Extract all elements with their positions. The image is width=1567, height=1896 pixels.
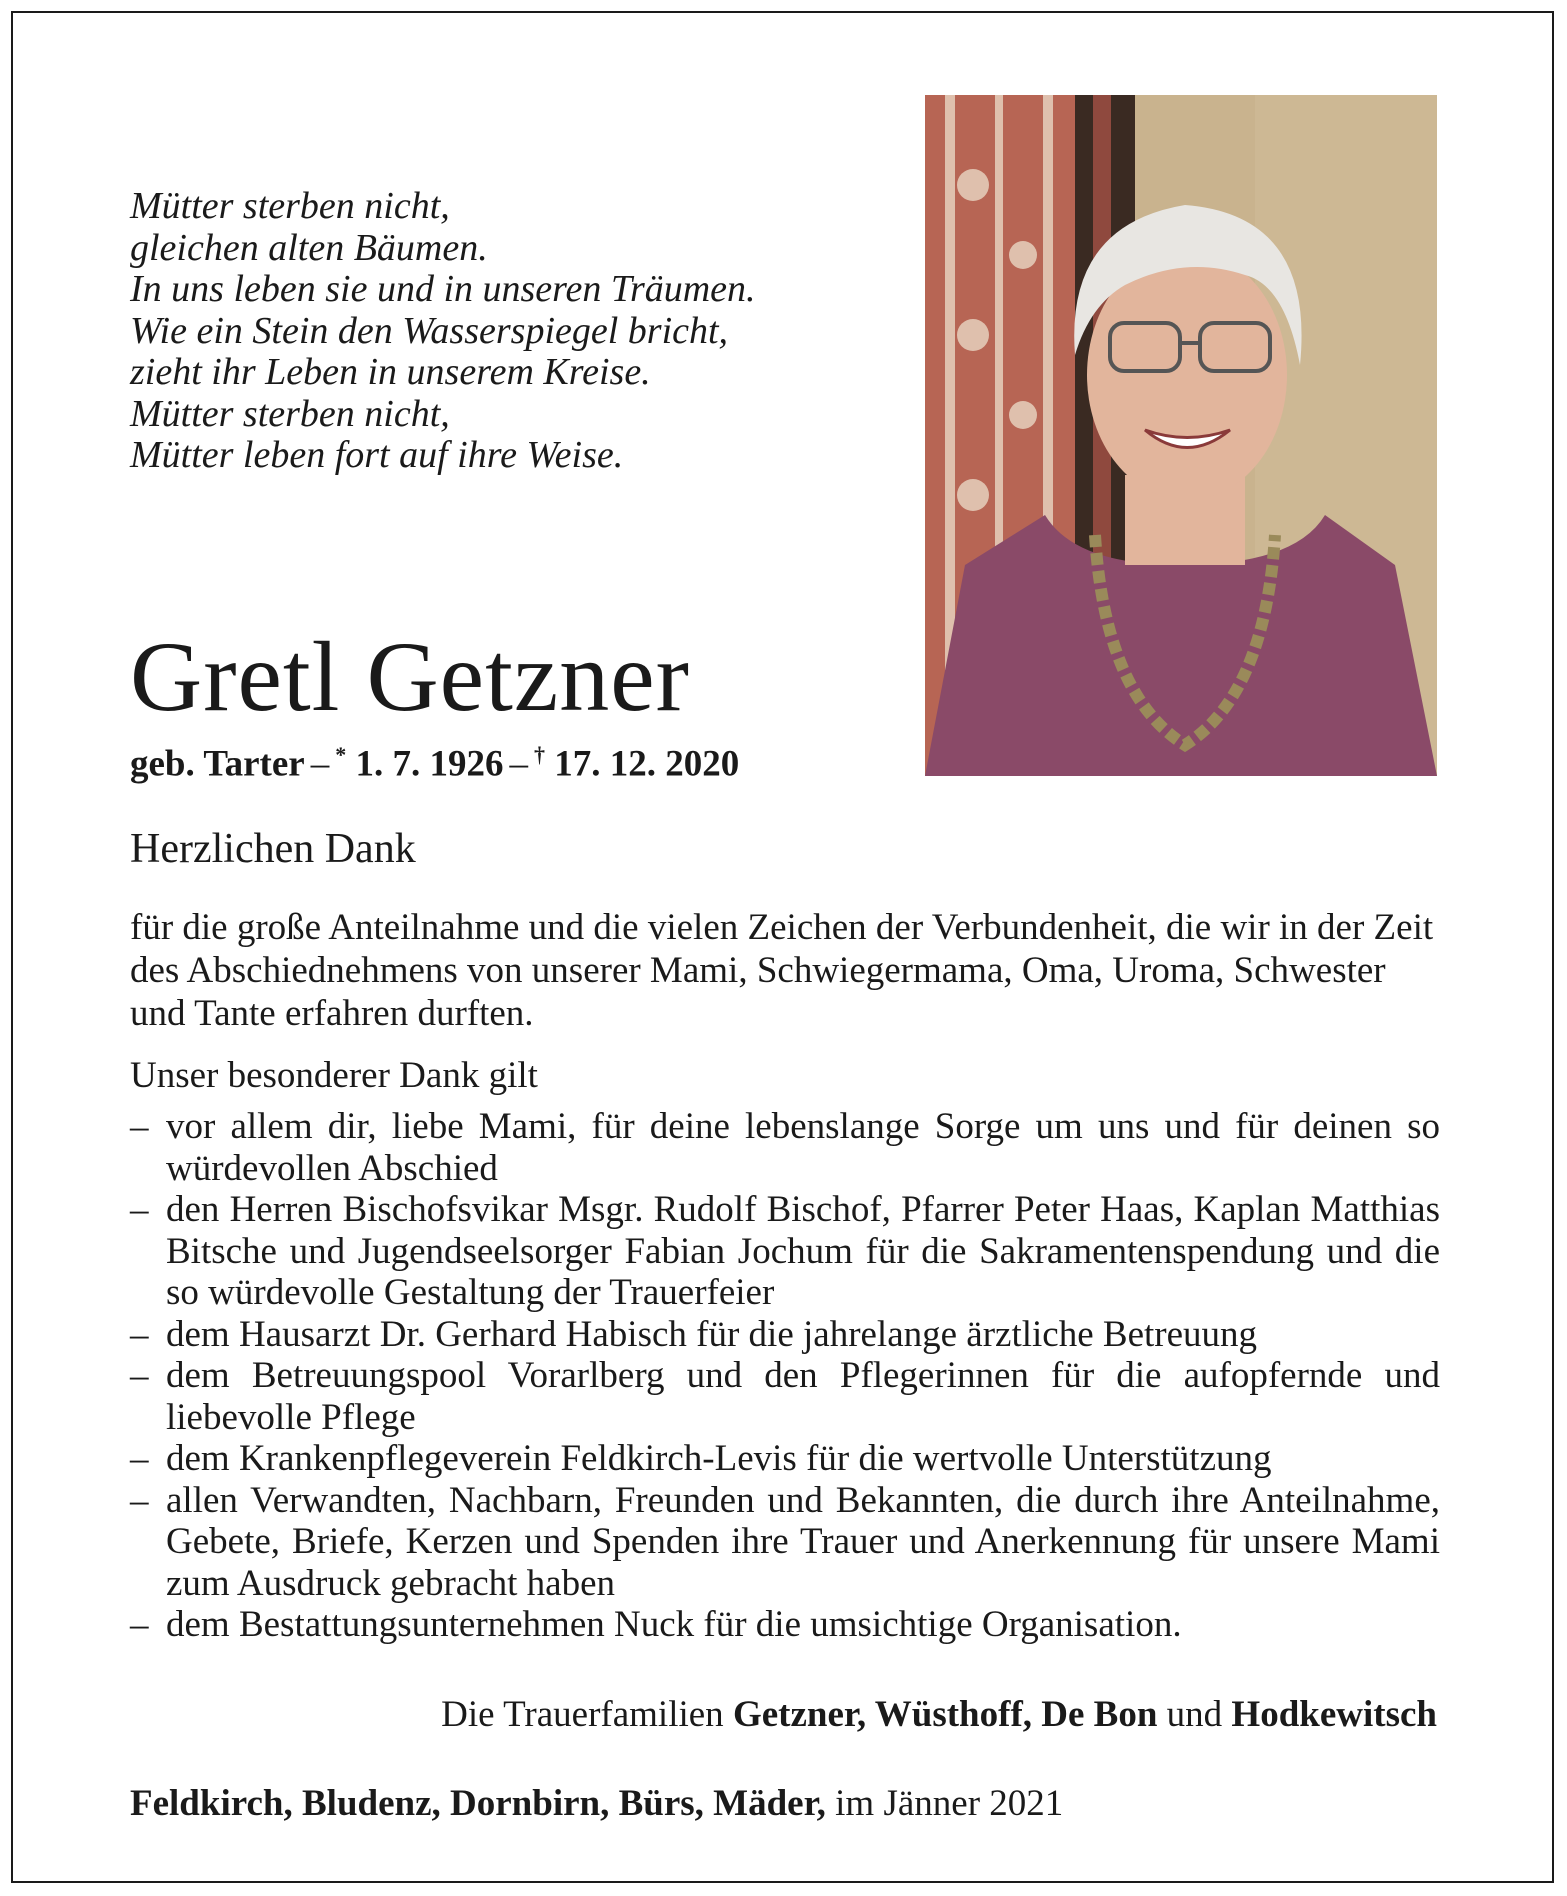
date-separator: –	[509, 743, 528, 785]
notice-date: im Jänner 2021	[835, 1783, 1064, 1824]
poem-line: In uns leben sie und in unseren Träumen.	[130, 268, 756, 310]
list-dash: –	[130, 1604, 149, 1645]
poem-line: zieht ihr Leben in unserem Kreise.	[130, 351, 651, 393]
list-item	[130, 1355, 1440, 1438]
list-dash: –	[130, 1438, 149, 1479]
list-dash: –	[130, 1313, 149, 1355]
list-item-text: dem Hausarzt Dr. Gerhard Habisch für die jahrelange ärztliche Betreuung	[166, 1313, 1258, 1355]
poem-line: Mütter sterben nicht,	[130, 392, 450, 435]
poem-line: Wie ein Stein den Wasserspiegel bricht,	[130, 309, 729, 352]
list-item	[130, 1314, 1440, 1356]
death-date: 17. 12. 2020	[554, 743, 740, 785]
mourning-families	[441, 1693, 1437, 1736]
towns: Feldkirch, Bludenz, Dornbirn, Bürs, Mäder,	[130, 1783, 826, 1824]
list-item-text: dem Betreuungspool Vorarlberg und den Pflegerinnen für die aufopfernde und liebevolle Pflege	[166, 1355, 1440, 1438]
life-dates	[130, 742, 739, 785]
list-item-text: den Herren Bischofsvikar Msgr. Rudolf Bischof, Pfarrer Peter Haas, Kaplan Matthias Bitsche und Jugendseelsorger Fabian Jochum für die Sakramentenspendung und die so würdevolle Gestaltung der Trauerfeier	[166, 1189, 1440, 1313]
families-prefix: Die Trauerfamilien	[441, 1694, 724, 1735]
death-symbol: †	[533, 742, 545, 767]
list-dash: –	[130, 1355, 149, 1396]
list-item	[130, 1604, 1440, 1646]
birth-date: 1. 7. 1926	[355, 743, 504, 785]
list-dash: –	[130, 1189, 149, 1230]
list-item	[130, 1106, 1440, 1189]
list-item-text: allen Verwandten, Nachbarn, Freunden und Bekannten, die durch ihre Anteilnahme, Gebete, Briefe, Kerzen und Spenden ihre Trauer und Anerkennung für unsere Mami zum Ausdruck gebracht haben	[166, 1479, 1440, 1604]
list-dash: –	[130, 1106, 149, 1147]
deceased-name: Gretl Getzner	[130, 621, 690, 732]
birth-name: geb. Tarter	[130, 743, 305, 785]
poem	[130, 186, 756, 477]
poem-line: gleichen alten Bäumen.	[130, 226, 488, 269]
poem-line: Mütter sterben nicht,	[130, 185, 450, 227]
poem-line: Mütter leben fort auf ihre Weise.	[130, 434, 624, 476]
list-item	[130, 1189, 1440, 1314]
thanks-heading: Herzlichen Dank	[130, 826, 416, 872]
list-item-text: dem Krankenpflegeverein Feldkirch-Levis für die wertvolle Unterstützung	[166, 1438, 1272, 1479]
place-date-line	[130, 1782, 1063, 1825]
portrait-illustration	[925, 95, 1437, 776]
special-thanks-heading: Unser besonderer Dank gilt	[130, 1055, 538, 1096]
list-item	[130, 1480, 1440, 1605]
list-item	[130, 1438, 1440, 1480]
portrait-photo	[925, 95, 1437, 776]
intro-paragraph: für die große Anteilnahme und die vielen Zeichen der Verbundenheit, die wir in der Zeit des Abschiednehmens von unserer Mami, Schwiegermama, Oma, Uroma, Schwester und Tante erfahren durften.	[130, 907, 1434, 1034]
thanks-list	[130, 1106, 1440, 1646]
list-dash: –	[130, 1479, 149, 1521]
list-item-text: dem Bestattungsunternehmen Nuck für die umsichtige Organisation.	[166, 1604, 1182, 1645]
birth-symbol: *	[335, 742, 347, 767]
families-connector: und	[1166, 1694, 1223, 1735]
list-item-text: vor allem dir, liebe Mami, für deine lebenslange Sorge um uns und für deinen so würdevollen Abschied	[166, 1106, 1440, 1189]
family-names: Getzner, Wüsthoff, De Bon	[732, 1694, 1158, 1735]
family-name-last: Hodkewitsch	[1231, 1694, 1437, 1735]
date-separator: –	[310, 743, 330, 785]
